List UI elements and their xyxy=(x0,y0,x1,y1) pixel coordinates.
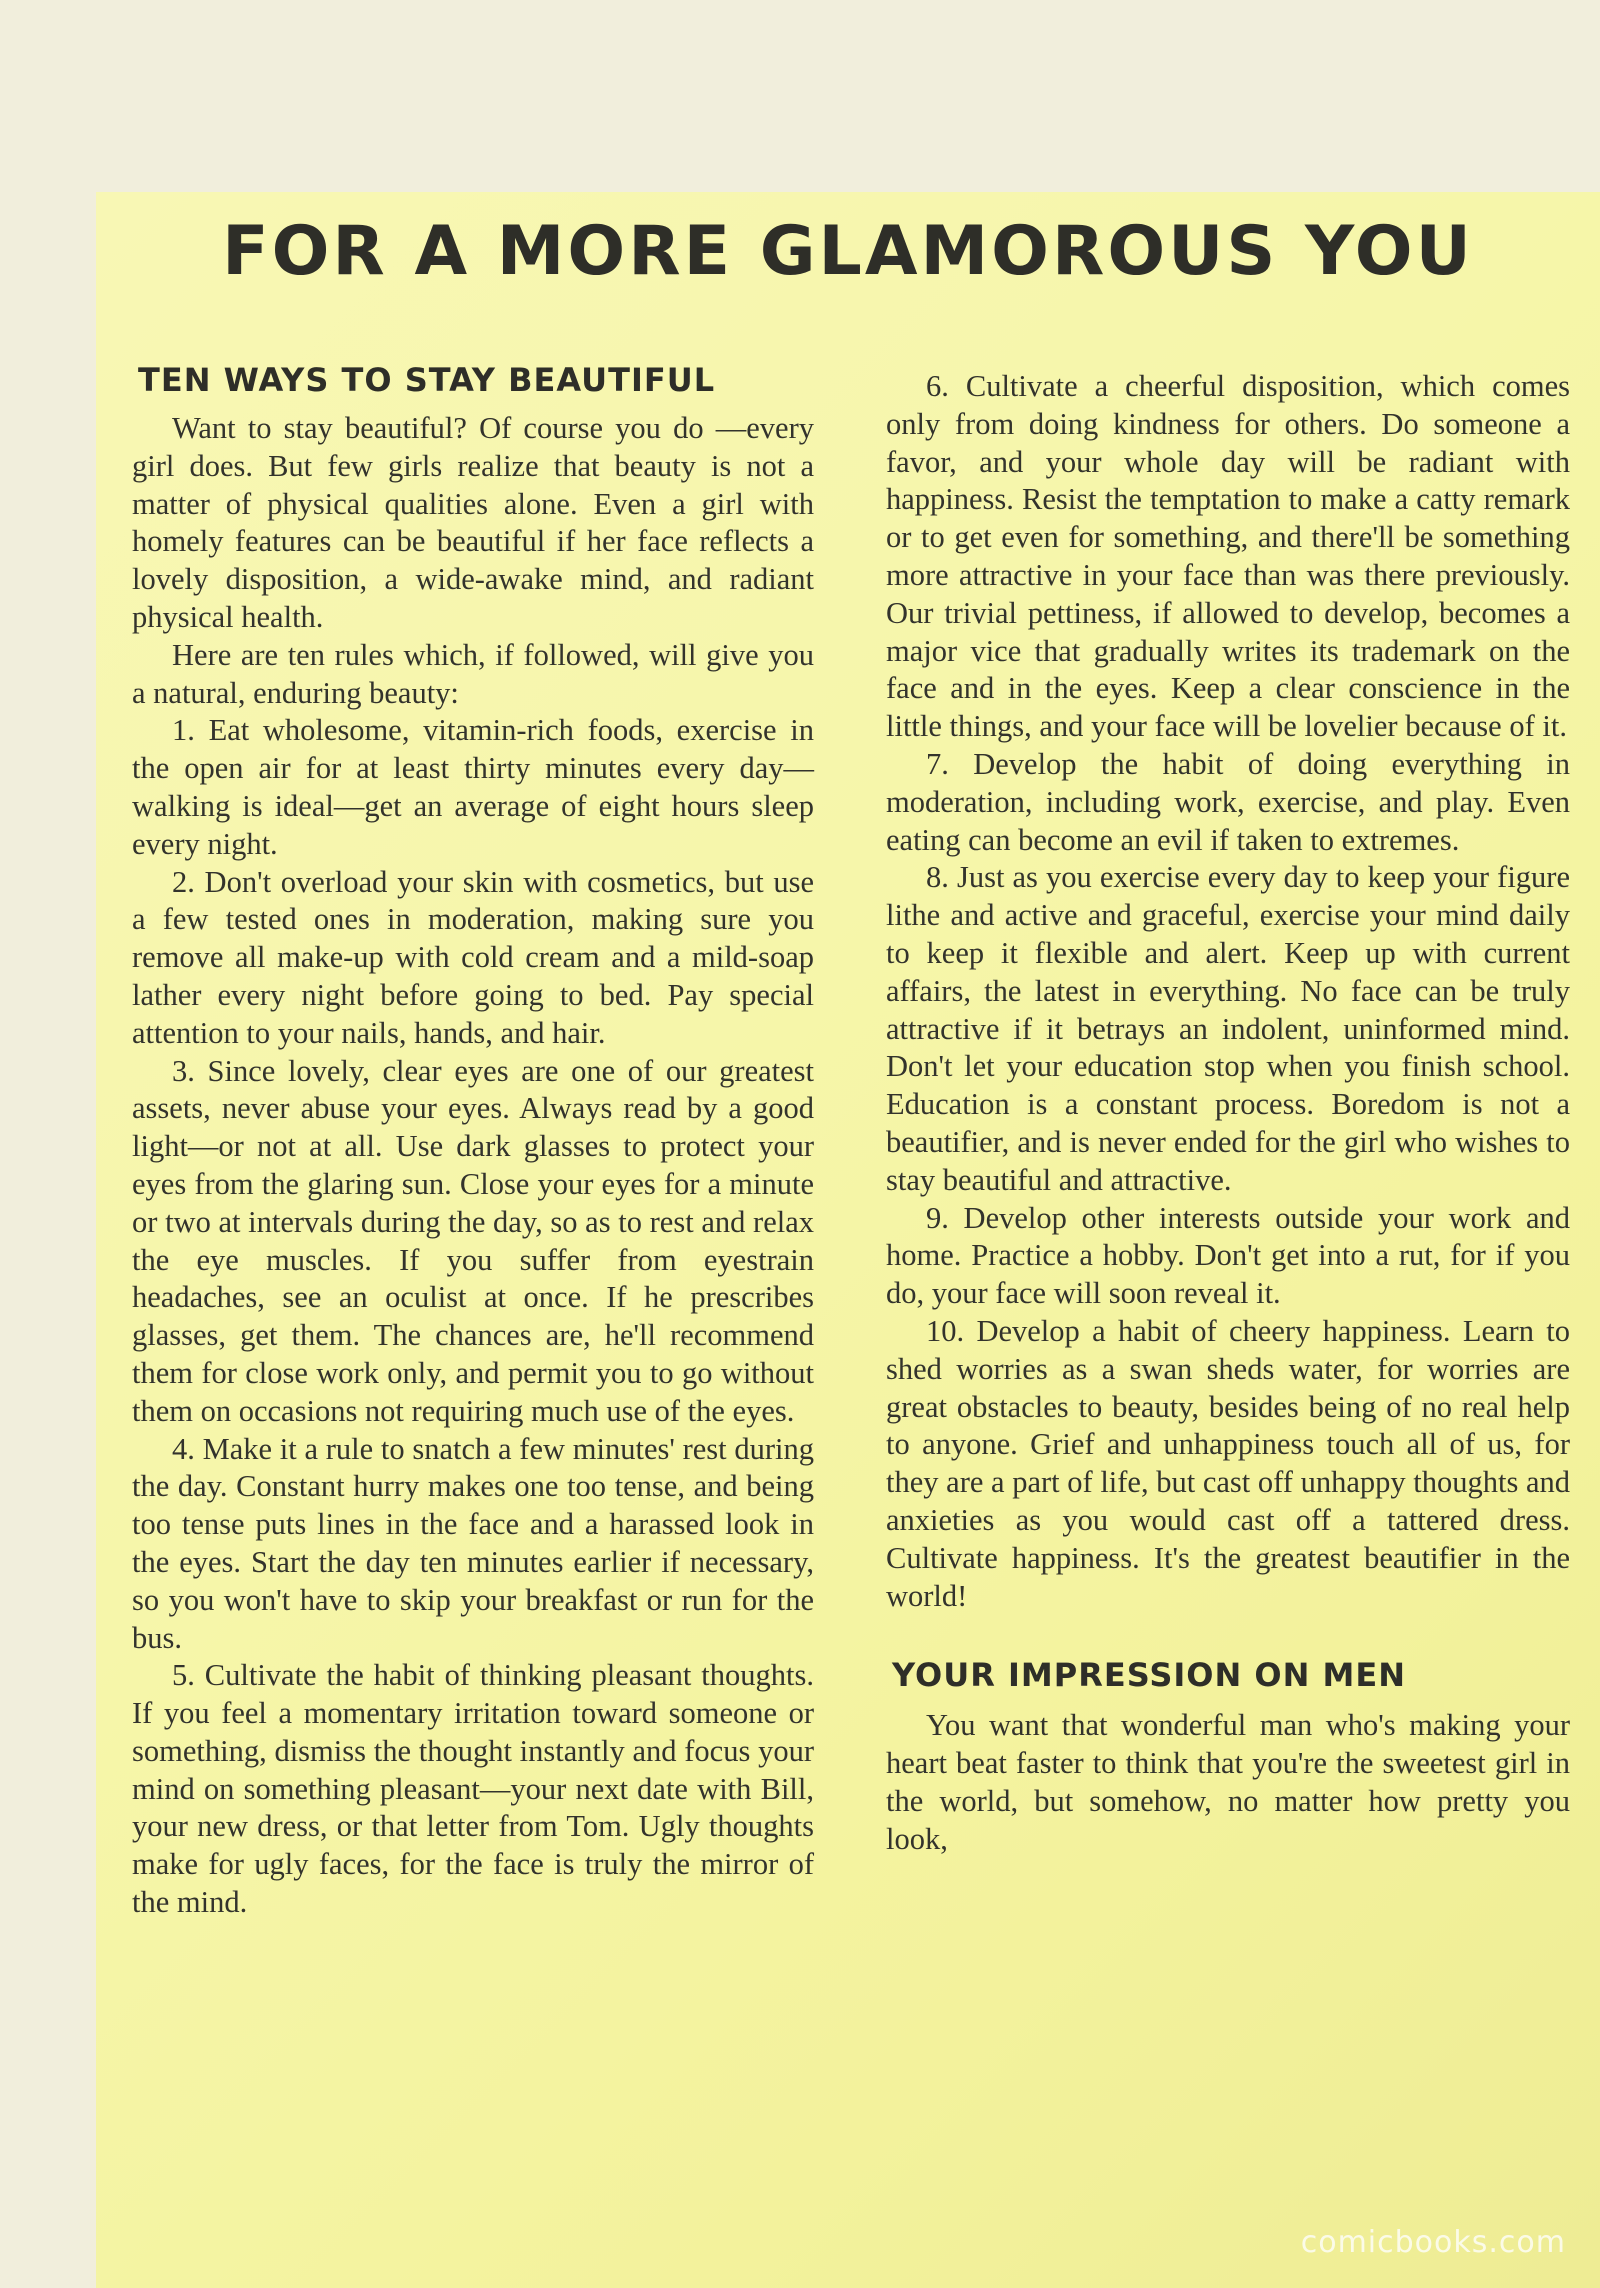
rule-7-paragraph: 7. Develop the habit of doing everything in moderation, including work, exercise, and play. Even eating can become an evil if taken to extremes. xyxy=(886,746,1570,857)
left-column xyxy=(132,360,814,1922)
rule-5-paragraph: 5. Cultivate the habit of thinking pleasant thoughts. If you feel a momentary irritation toward someone or something, dismiss the thought instantly and focus your mind on something pleasant—your next date with Bill, your new dress, or that letter from Tom. Ugly thoughts make for ugly faces, for the face is truly the mirror of the mind. xyxy=(132,1658,814,1920)
rule-9-paragraph: 9. Develop other interests outside your work and home. Practice a hobby. Don't get into a rut, for if you do, your face will soon reveal it. xyxy=(886,1200,1570,1311)
impression-paragraph: You want that wonderful man who's making your heart beat faster to think that you're the sweetest girl in the world, but somehow, no matter how pretty you look, xyxy=(886,1708,1570,1856)
rules-intro-paragraph: Here are ten rules which, if followed, will give you a natural, enduring beauty: xyxy=(132,637,814,710)
rule-1-paragraph: 1. Eat wholesome, vitamin-rich foods, exercise in the open air for at least thirty minutes every day—walking is ideal—get an average of eight hours sleep every night. xyxy=(132,713,814,861)
rule-3-paragraph: 3. Since lovely, clear eyes are one of our greatest assets, never abuse your eyes. Always read by a good light—or not at all. Use dark glasses to protect your eyes from the glaring sun. Close your eyes for a minute or two at intervals during the day, so as to rest and relax the eye muscles. If you suffer from eyestrain headaches, see an oculist at once. If he prescribes glasses, get them. The chances are, he'll recommend them for close work only, and permit you to go without them on occasions not requiring much use of the eyes. xyxy=(132,1053,814,1428)
rule-6-paragraph: 6. Cultivate a cheerful disposition, which comes only from doing kindness for others. Do someone a favor, and your whole day will be radiant with happiness. Resist the temptation to make a catty remark or to get even for something, and there'll be something more attractive in your face than was there previously. Our trivial pettiness, if allowed to develop, becomes a major vice that gradually writes its trademark on the face and in the eyes. Keep a clear conscience in the little things, and your face will be lovelier because of it. xyxy=(886,369,1570,744)
rule-4-paragraph: 4. Make it a rule to snatch a few minutes' rest during the day. Constant hurry makes one too tense, and being too tense puts lines in the face and a harassed look in the eyes. Start the day ten minutes earlier if necessary, so you won't have to skip your breakfast or run for the bus. xyxy=(132,1431,814,1655)
site-watermark: comicbooks.com xyxy=(1300,2225,1566,2260)
intro-paragraph: Want to stay beautiful? Of course you do —every girl does. But few girls realize that beauty is not a matter of physical qualities alone. Even a girl with homely features can be beautiful if her face reflects a lovely disposition, a wide-awake mind, and radiant physical health. xyxy=(132,411,814,634)
section-heading-impression: YOUR IMPRESSION ON MEN xyxy=(892,1656,1406,1695)
page-title: FOR A MORE GLAMOROUS YOU xyxy=(222,212,1474,291)
right-column xyxy=(886,368,1570,1858)
rule-2-paragraph: 2. Don't overload your skin with cosmetics, but use a few tested ones in moderation, making sure you remove all make-up with cold cream and a mild-soap lather every night before going to bed. Pay special attention to your nails, hands, and hair. xyxy=(132,864,814,1050)
section-heading-ten-ways: TEN WAYS TO STAY BEAUTIFUL xyxy=(138,361,716,399)
rule-8-paragraph: 8. Just as you exercise every day to keep your figure lithe and active and graceful, exercise your mind daily to keep it flexible and alert. Keep up with current affairs, the latest in everything. No face can be truly attractive if it betrays an indolent, uninformed mind. Don't let your education stop when you finish school. Education is a constant process. Boredom is not a beautifier, and is never ended for the girl who wishes to stay beautiful and attractive. xyxy=(886,860,1570,1197)
rule-10-paragraph: 10. Develop a habit of cheery happiness. Learn to shed worries as a swan sheds water, for worries are great obstacles to beauty, besides being of no real help to anyone. Grief and unhappiness touch all of us, for they are a part of life, but cast off unhappy thoughts and anxieties as you would cast off a tattered dress. Cultivate happiness. It's the greatest beautifier in the world! xyxy=(886,1313,1570,1613)
